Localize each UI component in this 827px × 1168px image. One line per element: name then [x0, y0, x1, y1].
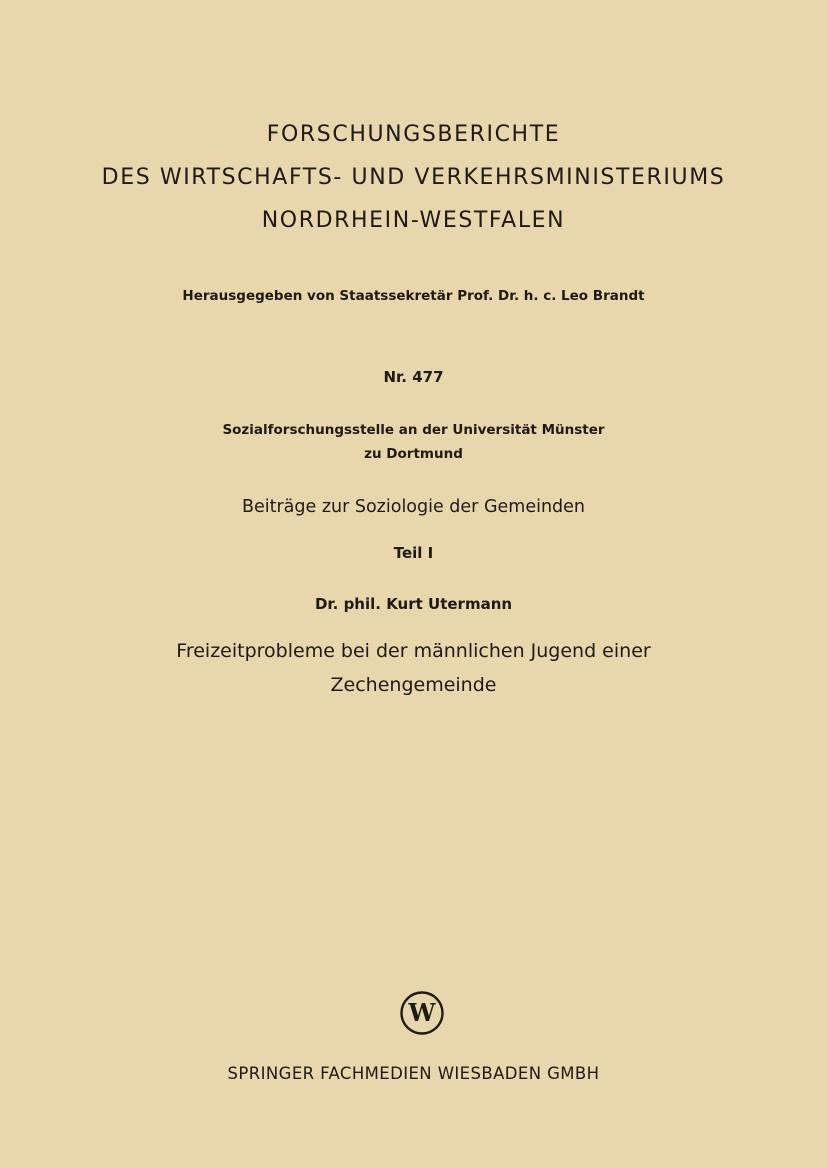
series-title-line-2: DES WIRTSCHAFTS- UND VERKEHRSMINISTERIUMS — [101, 165, 726, 190]
book-title-line-2: Zechengemeinde — [330, 674, 497, 696]
book-title-line-1: Freizeitprobleme bei der männlichen Jugend einer — [176, 640, 651, 662]
springer-w-logo-icon — [399, 990, 445, 1036]
author-name: Dr. phil. Kurt Utermann — [314, 595, 513, 613]
publisher-imprint: SPRINGER FACHMEDIEN WIESBADEN GMBH — [227, 1064, 600, 1083]
editor-note: Herausgegeben von Staatssekretär Prof. Dr. h. c. Leo Brandt — [182, 288, 645, 304]
collection-title: Beiträge zur Soziologie der Gemeinden — [241, 497, 586, 517]
part-label: Teil I — [393, 544, 434, 562]
series-title-line-1: FORSCHUNGSBERICHTE — [266, 122, 561, 147]
report-number: Nr. 477 — [383, 368, 444, 386]
institute-line-1: Sozialforschungsstelle an der Universität Münster — [222, 422, 605, 438]
logo-letter: W — [408, 998, 436, 1027]
series-title-line-3: NORDRHEIN-WESTFALEN — [261, 208, 566, 233]
institute-line-2: zu Dortmund — [364, 446, 463, 462]
